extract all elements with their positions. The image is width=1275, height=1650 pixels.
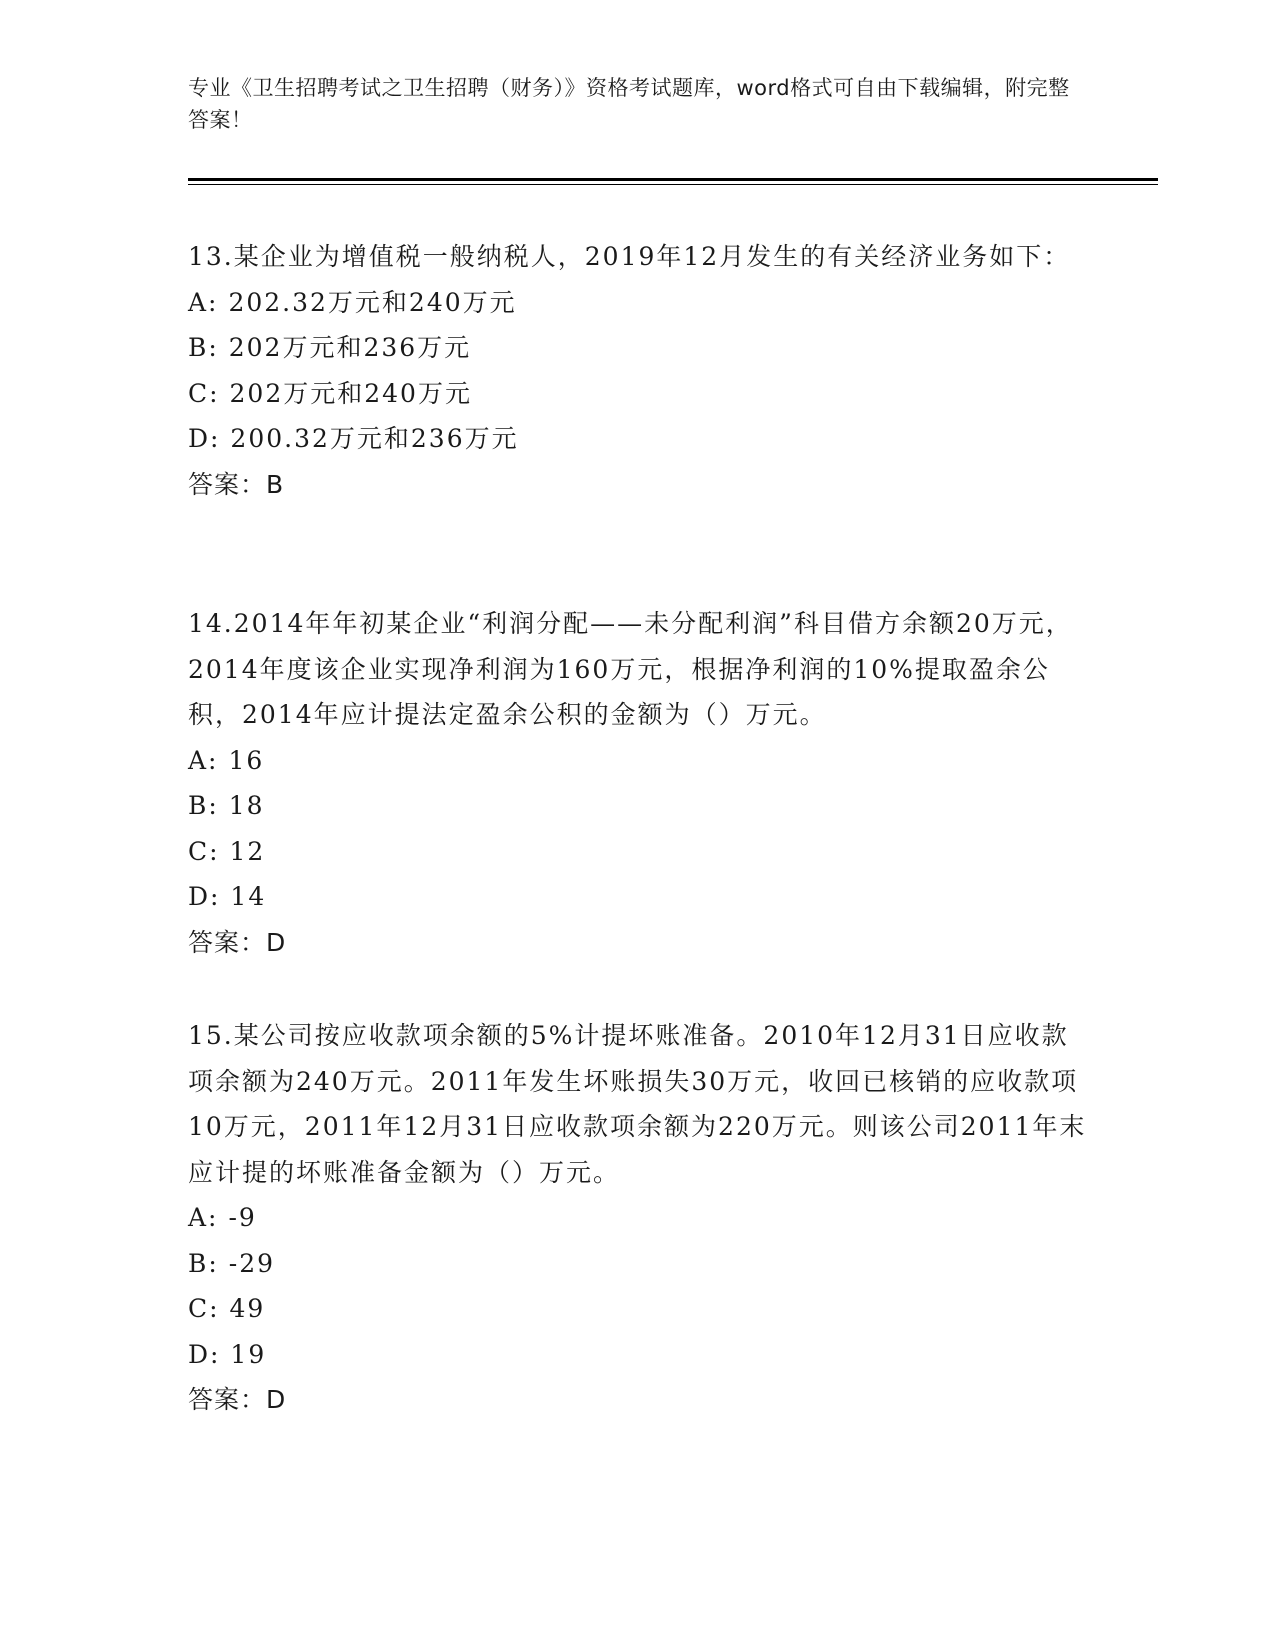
- option-c: [188, 371, 1088, 417]
- option-d: [188, 416, 1088, 462]
- question-stem: 15.某公司按应收款项余额的5%计提坏账准备。2010年12月31日应收款项余额为240万元。2011年发生坏账损失30万元，收回已核销的应收款项10万元，2011年12月31日应收款项余额为220万元。则该公司2011年末应计提的坏账准备金额为（）万元。: [188, 1021, 1087, 1187]
- option-text: 49: [229, 1294, 266, 1323]
- header-rule-thick: [188, 178, 1158, 181]
- option-label: B:: [188, 791, 219, 820]
- header-rule-thin: [188, 184, 1158, 185]
- option-label: C:: [188, 836, 220, 866]
- answer-line: 答案：B: [188, 469, 285, 499]
- question-stem: 14.2014年年初某企业“利润分配——未分配利润”科目借方余额20万元，2014年度该企业实现净利润为160万元，根据净利润的10%提取盈余公积，2014年应计提法定盈余公积的金额为（）万元。: [188, 609, 1073, 729]
- option-text: -29: [228, 1248, 276, 1278]
- option-text: -9: [228, 1203, 257, 1232]
- option-a: [188, 1195, 1088, 1241]
- option-label: C:: [188, 1294, 220, 1323]
- option-text: 200.32万元和236万元: [230, 424, 519, 453]
- option-label: D:: [188, 1339, 221, 1369]
- option-text: 18: [228, 791, 265, 820]
- question-14: [188, 601, 1088, 965]
- option-b: [188, 783, 1088, 829]
- option-text: 12: [229, 836, 266, 866]
- option-label: A:: [188, 287, 219, 317]
- question-15: [188, 1013, 1088, 1423]
- option-d: [188, 874, 1088, 920]
- option-b: [188, 325, 1088, 371]
- answer-line: 答案：D: [188, 927, 287, 957]
- option-text: 16: [228, 745, 265, 775]
- option-c: [188, 1286, 1088, 1332]
- option-label: D:: [188, 424, 221, 453]
- question-stem: 13.某企业为增值税一般纳税人，2019年12月发生的有关经济业务如下：: [188, 242, 1071, 271]
- option-c: [188, 829, 1088, 875]
- option-label: B:: [188, 1248, 219, 1278]
- option-label: C:: [188, 378, 220, 408]
- question-13: [188, 234, 1088, 507]
- option-text: 202.32万元和240万元: [228, 287, 517, 317]
- option-b: [188, 1241, 1088, 1287]
- option-label: A:: [188, 745, 219, 775]
- option-d: [188, 1332, 1088, 1378]
- option-a: [188, 280, 1088, 326]
- option-label: A:: [188, 1203, 219, 1232]
- option-text: 19: [230, 1339, 267, 1369]
- document-header: 专业《卫生招聘考试之卫生招聘（财务）》资格考试题库，word格式可自由下载编辑，附完整答案！: [188, 76, 1070, 132]
- option-text: 202万元和240万元: [229, 378, 472, 408]
- option-label: B:: [188, 333, 219, 362]
- option-text: 202万元和236万元: [228, 333, 472, 362]
- option-a: [188, 738, 1088, 784]
- option-text: 14: [230, 882, 267, 911]
- answer-line: 答案：D: [188, 1385, 287, 1414]
- option-label: D:: [188, 882, 221, 911]
